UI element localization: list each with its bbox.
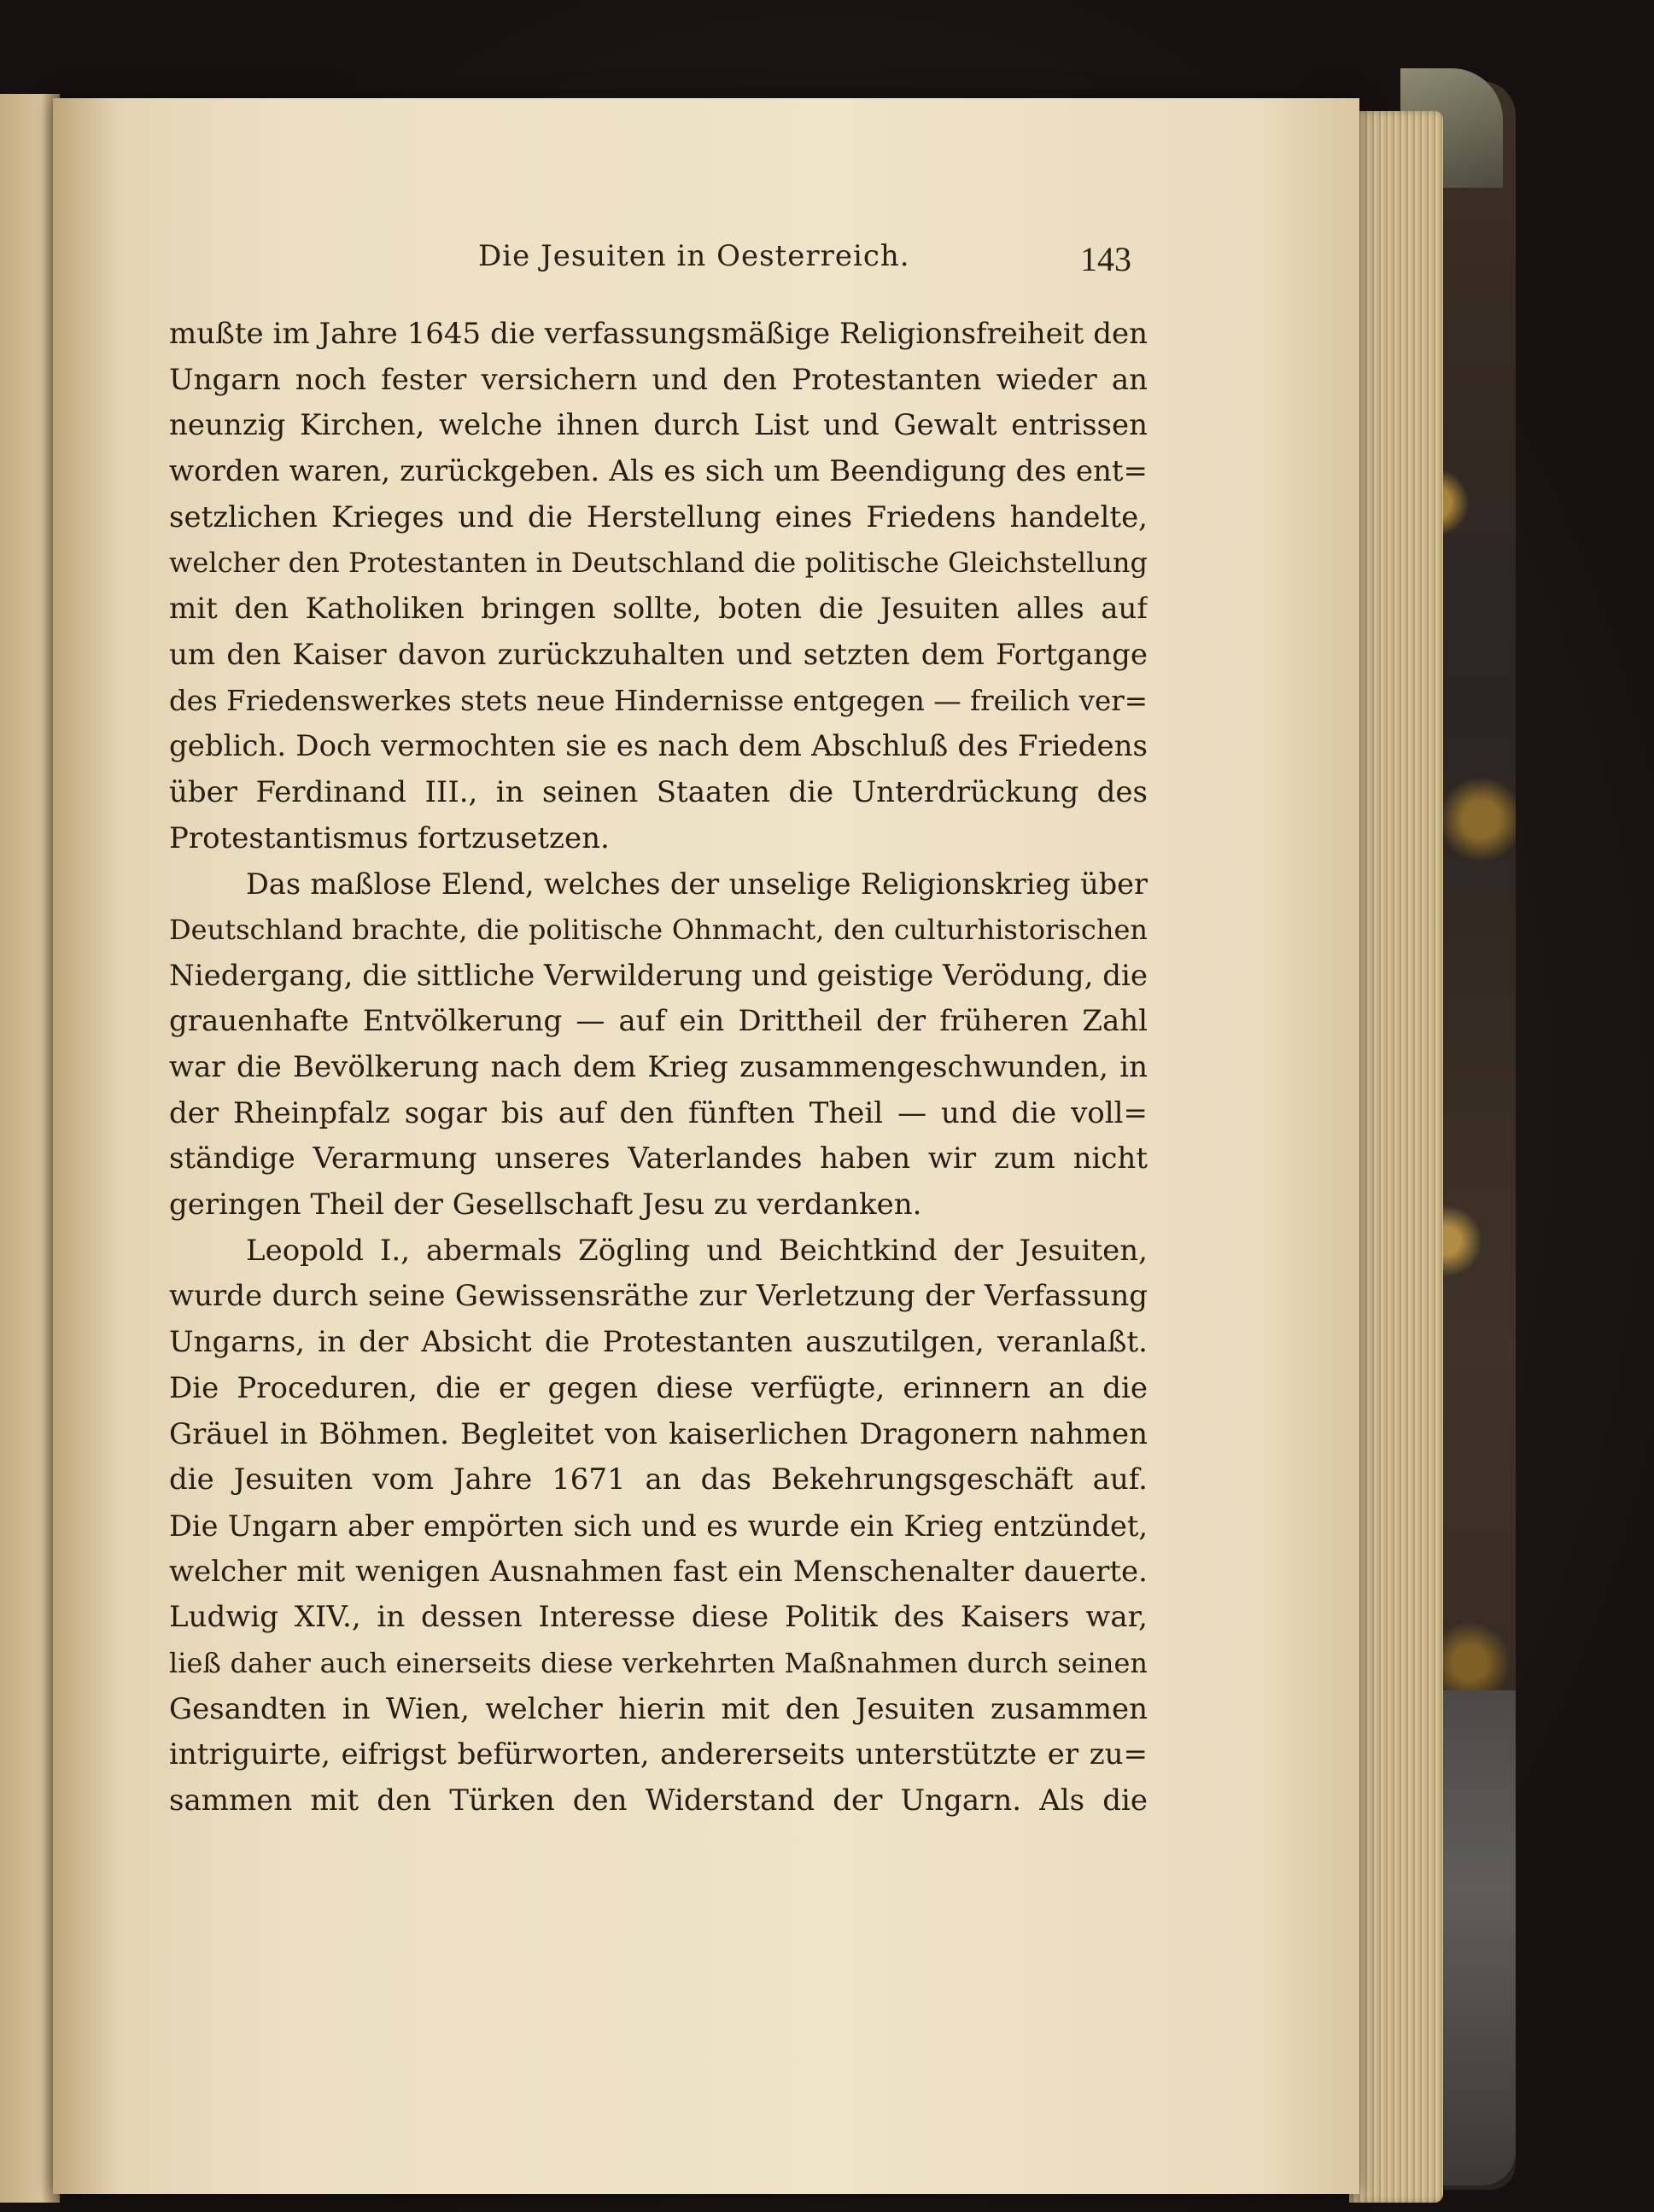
- text-line: geblich. Doch vermochten sie es nach dem Abschluß des Friedens: [169, 729, 1148, 764]
- text-line: geringen Theil der Gesellschaft Jesu zu verdanken.: [169, 1188, 922, 1223]
- text-line: des Friedenswerkes stets neue Hindernisse entgegen — freilich ver=: [169, 684, 1148, 717]
- text-line: Gesandten in Wien, welcher hierin mit den Jesuiten zusammen: [169, 1691, 1148, 1726]
- facing-page-edge: [0, 94, 60, 2203]
- text-line: Die Proceduren, die er gegen diese verfügte, erinnern an die: [169, 1370, 1148, 1405]
- text-line: Deutschland brachte, die politische Ohnmacht, den culturhistorischen: [169, 913, 1148, 946]
- text-line: um den Kaiser davon zurückzuhalten und setzten dem Fortgange: [169, 637, 1148, 672]
- text-line: Ungarns, in der Absicht die Protestanten auszutilgen, veranlaßt.: [169, 1325, 1148, 1360]
- text-line: wurde durch seine Gewissensräthe zur Verletzung der Verfassung: [169, 1279, 1148, 1314]
- text-line: die Jesuiten vom Jahre 1671 an das Bekehrungsgeschäft auf.: [169, 1462, 1148, 1497]
- paragraph-start-line: Leopold I., abermals Zögling und Beichtkind der Jesuiten,: [246, 1233, 1148, 1268]
- text-line: Niedergang, die sittliche Verwilderung und geistige Verödung, die: [169, 958, 1148, 993]
- text-line: Gräuel in Böhmen. Begleitet von kaiserlichen Dragonern nahmen: [169, 1416, 1148, 1451]
- text-line: mit den Katholiken bringen sollte, boten die Jesuiten alles auf: [169, 592, 1148, 627]
- text-line: sammen mit den Türken den Widerstand der Ungarn. Als die: [169, 1783, 1148, 1818]
- text-line: intriguirte, eifrigst befürworten, andererseits unterstützte er zu=: [169, 1737, 1148, 1772]
- text-line: Ludwig XIV., in dessen Interesse diese Politik des Kaisers war,: [169, 1600, 1148, 1635]
- text-line: welcher mit wenigen Ausnahmen fast ein Menschenalter dauerte.: [169, 1554, 1148, 1589]
- text-line: Die Ungarn aber empörten sich und es wurde ein Krieg entzündet,: [169, 1509, 1148, 1543]
- text-line: grauenhafte Entvölkerung — auf ein Drittheil der früheren Zahl: [169, 1004, 1148, 1039]
- page-number: 143: [1080, 240, 1131, 278]
- text-line: ständige Verarmung unseres Vaterlandes haben wir zum nicht: [169, 1141, 1148, 1176]
- text-line: der Rheinpfalz sogar bis auf den fünften Theil — und die voll=: [169, 1095, 1148, 1130]
- text-line: mußte im Jahre 1645 die verfassungsmäßige Religionsfreiheit den: [169, 317, 1148, 351]
- running-title: Die Jesuiten in Oesterreich.: [478, 239, 910, 273]
- page-fore-edge: [1349, 111, 1443, 2203]
- text-line: welcher den Protestanten in Deutschland die politische Gleichstellung: [169, 546, 1148, 580]
- text-line: setzlichen Krieges und die Herstellung eines Friedens handelte,: [169, 499, 1148, 534]
- text-line: neunzig Kirchen, welche ihnen durch List und Gewalt entrissen: [169, 408, 1148, 443]
- text-line: ließ daher auch einerseits diese verkehrten Maßnahmen durch seinen: [169, 1646, 1148, 1679]
- body-text: [169, 312, 1148, 1824]
- text-line: war die Bevölkerung nach dem Krieg zusammengeschwunden, in: [169, 1050, 1148, 1084]
- text-line: Protestantismus fortzusetzen.: [169, 820, 610, 855]
- text-line: Ungarn noch fester versichern und den Protestanten wieder an: [169, 362, 1148, 397]
- text-line: worden waren, zurückgeben. Als es sich um Beendigung des ent=: [169, 454, 1148, 489]
- text-line: über Ferdinand III., in seinen Staaten die Unterdrückung des: [169, 774, 1148, 809]
- paragraph-start-line: Das maßlose Elend, welches der unselige Religionskrieg über: [246, 867, 1148, 902]
